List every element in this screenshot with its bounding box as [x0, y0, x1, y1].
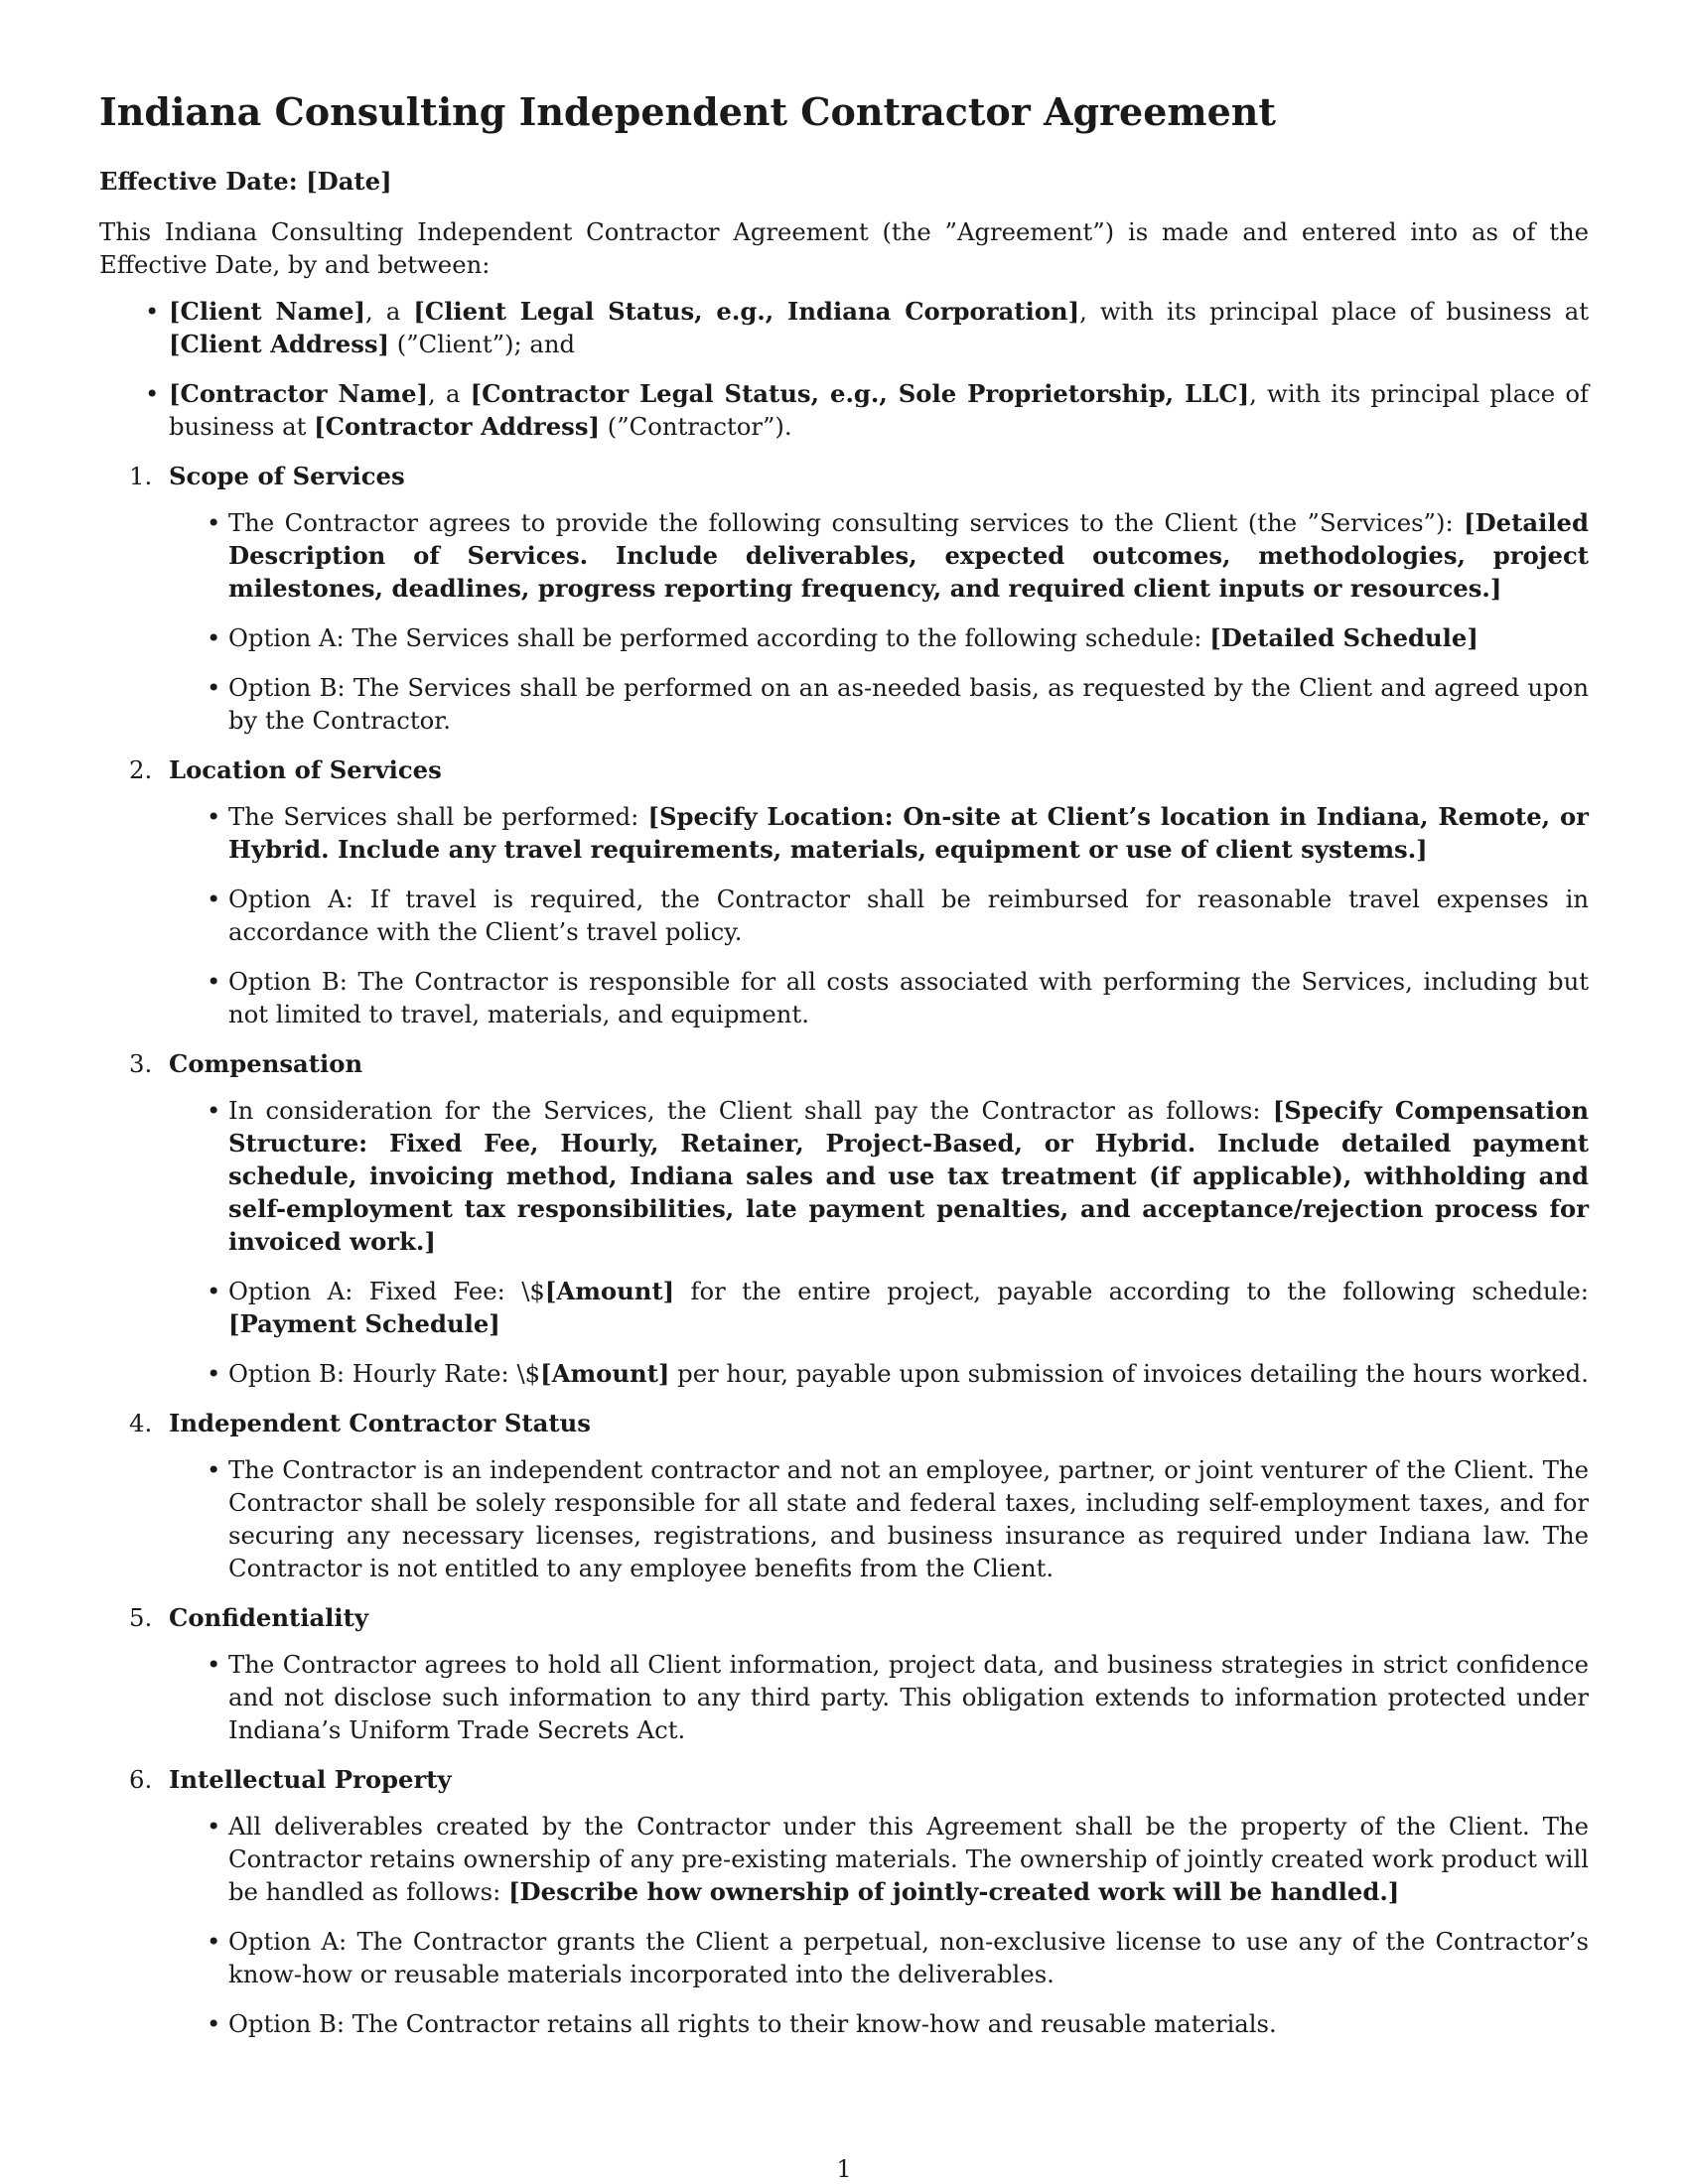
placeholder-text: [Amount]: [544, 1277, 675, 1305]
placeholder-text: [Amount]: [540, 1359, 670, 1388]
section-number: 5.: [129, 1603, 153, 1632]
list-item: • Option A: The Contractor grants the Client a perpetual, non-exclusive license to use any of the Contractor’s know-how or reusable materials incorporated into the deliverables.: [228, 1925, 1589, 1990]
list-item: • Option A: The Services shall be performed according to the following schedule: [Detailed Schedule]: [228, 621, 1589, 654]
section-items: [169, 800, 1589, 1030]
section-independent-contractor-status: [129, 1407, 1589, 1584]
list-item: • The Contractor agrees to hold all Client information, project data, and business strategies in strict confidence and not disclose such information to any third party. This obligation extends to information protected under Indiana’s Uniform Trade Secrets Act.: [228, 1648, 1589, 1746]
section-compensation: [129, 1047, 1589, 1390]
section-number: 1.: [129, 462, 153, 490]
section-number: 2.: [129, 755, 153, 784]
section-title: Scope of Services: [169, 462, 405, 490]
list-item: • The Contractor is an independent contractor and not an employee, partner, or joint venturer of the Client. The Contractor shall be solely responsible for all state and federal taxes, including self-employment taxes, and for securing any necessary licenses, registrations, and business insurance as required under Indiana law. The Contractor is not entitled to any employee benefits from the Client.: [228, 1453, 1589, 1584]
section-number: 4.: [129, 1409, 153, 1437]
placeholder-text: [Specify Location: On-site at Client’s location in Indiana, Remote, or Hybrid. Include any travel requirements, materials, equipment or use of client systems.]: [228, 802, 1589, 864]
section-location-of-services: [129, 753, 1589, 1030]
list-item: • Option A: If travel is required, the Contractor shall be reimbursed for reasonable travel expenses in accordance with the Client’s travel policy.: [228, 883, 1589, 948]
list-item: • Option A: Fixed Fee: \$[Amount] for the entire project, payable according to the following schedule: [Payment Schedule]: [228, 1275, 1589, 1340]
party-contractor: • [Contractor Name], a [Contractor Legal Status, e.g., Sole Proprietorship, LLC], with its principal place of business at [Contractor Address] (”Contractor”).: [169, 377, 1589, 443]
section-items: [169, 506, 1589, 737]
section-title: Compensation: [169, 1049, 363, 1078]
list-item: • Option B: The Contractor is responsible for all costs associated with performing the Services, including but not limited to travel, materials, and equipment.: [228, 965, 1589, 1030]
section-items: [169, 1810, 1589, 2040]
party-client: • [Client Name], a [Client Legal Status, e.g., Indiana Corporation], with its principal place of business at [Client Address] (”Client”); and: [169, 295, 1589, 360]
document-page: [99, 87, 1589, 2057]
list-item: • The Services shall be performed: [Specify Location: On-site at Client’s location in Indiana, Remote, or Hybrid. Include any travel requirements, materials, equipment or use of client systems.]: [228, 800, 1589, 866]
section-confidentiality: [129, 1601, 1589, 1746]
party-legal-status: [Contractor Legal Status, e.g., Sole Proprietorship, LLC]: [470, 379, 1250, 408]
section-title: Independent Contractor Status: [169, 1409, 591, 1437]
document-title: Indiana Consulting Independent Contractor Agreement: [99, 89, 1276, 134]
section-title: Location of Services: [169, 755, 442, 784]
list-item: • All deliverables created by the Contractor under this Agreement shall be the property of the Client. The Contractor retains ownership of any pre-existing materials. The ownership of jointly created work product will be handled as follows: [Describe how ownership of jointly-created work will be handled.]: [228, 1810, 1589, 1908]
section-items: [169, 1648, 1589, 1746]
placeholder-text: [Specify Compensation Structure: Fixed Fee, Hourly, Retainer, Project-Based, or Hybrid. Include detailed payment schedule, invoicing method, Indiana sales and use tax treatment (if applicable), withholding and self-employment tax responsibilities, late payment penalties, and acceptance/rejection process for invoiced work.]: [228, 1096, 1589, 1256]
placeholder-text: [Payment Schedule]: [228, 1309, 500, 1338]
parties-list: [99, 295, 1589, 443]
placeholder-text: [Describe how ownership of jointly-created work will be handled.]: [508, 1877, 1400, 1906]
section-number: 3.: [129, 1049, 153, 1078]
effective-date: Effective Date: [Date]: [99, 167, 392, 196]
list-item: • The Contractor agrees to provide the following consulting services to the Client (the ”Services”): [Detailed Description of Services. Include deliverables, expected outcomes, methodologies, project milestones, deadlines, progress reporting frequency, and required client inputs or resources.]: [228, 506, 1589, 605]
sections-list: [99, 460, 1589, 2040]
list-item: • Option B: The Services shall be performed on an as-needed basis, as requested by the Client and agreed upon by the Contractor.: [228, 671, 1589, 737]
placeholder-text: [Detailed Schedule]: [1209, 623, 1478, 652]
section-number: 6.: [129, 1765, 153, 1794]
party-legal-status: [Client Legal Status, e.g., Indiana Corporation]: [413, 297, 1080, 326]
section-items: [169, 1094, 1589, 1390]
page-number: 1: [836, 2155, 852, 2183]
section-title: Confidentiality: [169, 1603, 368, 1632]
section-scope-of-services: [129, 460, 1589, 737]
section-title: Intellectual Property: [169, 1765, 452, 1794]
party-address: [Contractor Address]: [314, 412, 601, 441]
intro-paragraph: This Indiana Consulting Independent Contractor Agreement (the ”Agreement”) is made and entered into as of the Effective Date, by and between:: [99, 217, 1589, 279]
placeholder-text: [Detailed Description of Services. Include deliverables, expected outcomes, methodologies, project milestones, deadlines, progress reporting frequency, and required client inputs or resources.]: [228, 508, 1589, 603]
section-items: [169, 1453, 1589, 1584]
party-name: [Contractor Name]: [169, 379, 429, 408]
party-address: [Client Address]: [169, 330, 390, 358]
section-intellectual-property: [129, 1763, 1589, 2040]
list-item: • In consideration for the Services, the Client shall pay the Contractor as follows: [Specify Compensation Structure: Fixed Fee, Hourly, Retainer, Project-Based, or Hybrid. Include detailed payment schedule, invoicing method, Indiana sales and use tax treatment (if applicable), withholding and self-employment tax responsibilities, late payment penalties, and acceptance/rejection process for invoiced work.]: [228, 1094, 1589, 1258]
list-item: • Option B: The Contractor retains all rights to their know-how and reusable materials.: [228, 2007, 1589, 2040]
party-name: [Client Name]: [169, 297, 366, 326]
list-item: • Option B: Hourly Rate: \$[Amount] per hour, payable upon submission of invoices detailing the hours worked.: [228, 1357, 1589, 1390]
